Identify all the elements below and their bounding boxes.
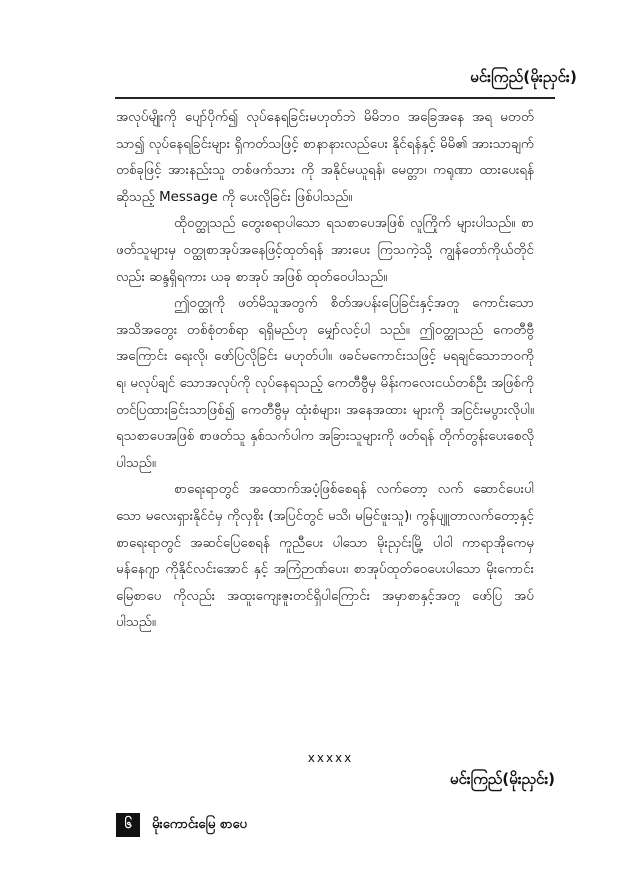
running-header-author: မင်းကြည်(မိုးညှင်း) <box>470 68 577 86</box>
paragraph-2: ထိုဝတ္ထုသည် တွေးစရာပါသော ရသစာပေအဖြစ် လူကြိုက် များပါသည်။ စာဖတ်သူများမှ ဝတ္ထုစာအုပ်အနေဖြင့်ထုတ်ရန် အားပေး ကြသကဲ့သို့ ကျွန်တော်ကိုယ်တိုင်လည်း ဆန္ဒရှိရကား ယခု စာအုပ် အဖြစ် ထုတ်ဝေပါသည်။ <box>116 216 534 285</box>
paragraph-3: ဤဝတ္ထုကို ဖတ်မိသူအတွက် စိတ်အပန်းပြေခြင်းနှင့်အတူ ကောင်းသော အသိအတွေး တစ်စုံတစ်ရာ ရရှိမည်ဟု မျှော်လင့်ပါ သည်။ ဤဝတ္ထုသည် ကေတီဗွီအကြောင်း ရေးလို၊ ဖော်ပြလိုခြင်း မဟုတ်ပါ။ ဖခင်မကောင်းသဖြင့် မရချင်သောဘဝကို ရ၊ မလုပ်ချင် သောအလုပ်ကို လုပ်နေရသည့် ကေတီဗွီမှ မိန်းကလေးငယ်တစ်ဦး အဖြစ်ကို တင်ပြထားခြင်းသာဖြစ်၍ ကေတီဗွီမှ ထုံးစံများ၊ အနေအထား များကို အငြင်းမပွားလိုပါ။ ရသစာပေအဖြစ် စာဖတ်သူ နှစ်သက်ပါက အခြားသူများကို ဖတ်ရန် တိုက်တွန်းပေးစေလိုပါသည်။ <box>116 296 534 471</box>
section-separator: xxxxx <box>307 751 354 765</box>
paragraph-4: စာရေးရာတွင် အထောက်အပံ့ဖြစ်စေရန် လက်တော့ လက် ဆောင်ပေးပါသော မလေးရှားနိုင်ငံမှ ကိုလှစိုး (အပြင်တွင် မသိ၊ မမြင်ဖူးသူ)၊ ကွန်ပျူတာလက်တော့နှင့် စာရေးရာတွင် အဆင်ပြေစေရန် ကူညီပေး ပါသော မိုးညှင်းမြို့ ပါဝါ ကာရာအိုကေမှ မန်နေဂျာ ကိုနိုင်လင်းအောင် နှင့် အကြံဉာဏ်ပေး၊ စာအုပ်ထုတ်ဝေပေးပါသော မိုးကောင်းမြေစာပေ ကိုလည်း အထူးကျေးဇူးတင်ရှိပါကြောင်း အမှာစာနှင့်အတူ ဖော်ပြ အပ်ပါသည်။ <box>116 482 534 631</box>
page-number: ၆ <box>116 813 140 837</box>
paragraph-1: အလုပ်မျိုးကို ပျော်ပိုက်၍ လုပ်နေရခြင်းမဟုတ်ဘဲ မိမိဘဝ အခြေအနေ အရ မတတ်သာ၍ လုပ်နေရခြင်းများ ရှိကတ်သဖြင့် စာနာနားလည်ပေး နိုင်ရန်နှင့် မိမိ၏ အားသာချက်တစ်ခုဖြင့် အားနည်းသူ တစ်ဖက်သား ကို အနိုင်မယူရန်၊ မေတ္တာ၊ ကရုဏာ ထားပေးရန် ဆိုသည့် Message ကို ပေးလိုခြင်း ဖြစ်ပါသည်။ <box>116 110 534 205</box>
author-signature: မင်းကြည်(မိုးညှင်း) <box>449 770 555 788</box>
page-footer <box>116 812 247 838</box>
publisher-title: မိုးကောင်းမြေ စာပေ <box>152 816 247 832</box>
header-rule <box>115 97 555 99</box>
body-text <box>116 105 534 637</box>
